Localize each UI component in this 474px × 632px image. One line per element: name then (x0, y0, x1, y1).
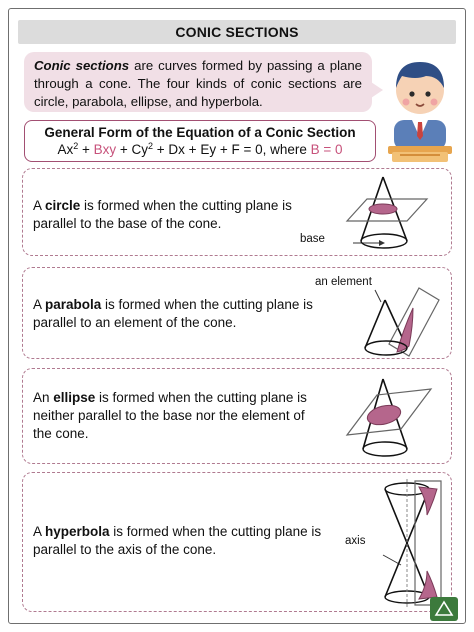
hyperbola-term: hyperbola (45, 524, 110, 539)
intro-text: are curves formed by passing a plane through a cone. The four kinds of conic sections are circle, parabola, ellipse, and hyperbola. (34, 58, 362, 109)
circle-term: circle (45, 198, 81, 213)
worksheet-logo-icon (430, 597, 458, 621)
circle-post: is formed when the cutting plane is parallel to the base of the cone. (33, 198, 292, 231)
ellipse-post: is formed when the cutting plane is neither parallel to the base nor the element of the cone. (33, 390, 307, 441)
hyperbola-cone-diagram (357, 477, 451, 609)
teacher-icon (380, 46, 460, 164)
formula-ax: Ax (57, 142, 74, 157)
formula-cy: + Cy (116, 142, 149, 157)
circle-card (22, 168, 452, 256)
parabola-pre: A (33, 297, 46, 312)
parabola-description (33, 296, 323, 332)
formula-rest: + Dx + Ey + F = 0, where (153, 142, 311, 157)
formula-bxy: Bxy (93, 142, 117, 157)
axis-label: axis (345, 535, 366, 547)
formula-plus: + (78, 142, 94, 157)
hyperbola-description (33, 523, 323, 559)
ellipse-pre: An (33, 390, 54, 405)
circle-pre: A (33, 198, 46, 213)
hyperbola-card (22, 472, 452, 612)
parabola-term: parabola (45, 297, 102, 312)
ellipse-card (22, 368, 452, 464)
base-label: base (300, 233, 325, 245)
ellipse-cone-diagram (327, 375, 437, 461)
formula-exp-x: 2 (73, 141, 79, 151)
element-label: an element (315, 276, 372, 288)
parabola-card (22, 267, 452, 359)
formula-condition: B = 0 (310, 142, 343, 157)
formula-equation (25, 141, 375, 159)
formula-exp-y: 2 (148, 141, 154, 151)
circle-cone-diagram (323, 173, 433, 257)
parabola-cone-diagram (323, 282, 443, 360)
page-title: CONIC SECTIONS (18, 20, 456, 44)
hyperbola-post: is formed when the cutting plane is parallel to the axis of the cone. (33, 524, 322, 557)
formula-box (24, 120, 376, 162)
hyperbola-pre: A (33, 524, 46, 539)
formula-title: General Form of the Equation of a Conic Section (44, 125, 356, 140)
intro-term: Conic sections (34, 58, 130, 73)
circle-description (33, 197, 323, 233)
parabola-post: is formed when the cutting plane is parallel to an element of the cone. (33, 297, 313, 330)
ellipse-description (33, 389, 323, 443)
ellipse-term: ellipse (53, 390, 96, 405)
intro-bubble (24, 52, 372, 112)
